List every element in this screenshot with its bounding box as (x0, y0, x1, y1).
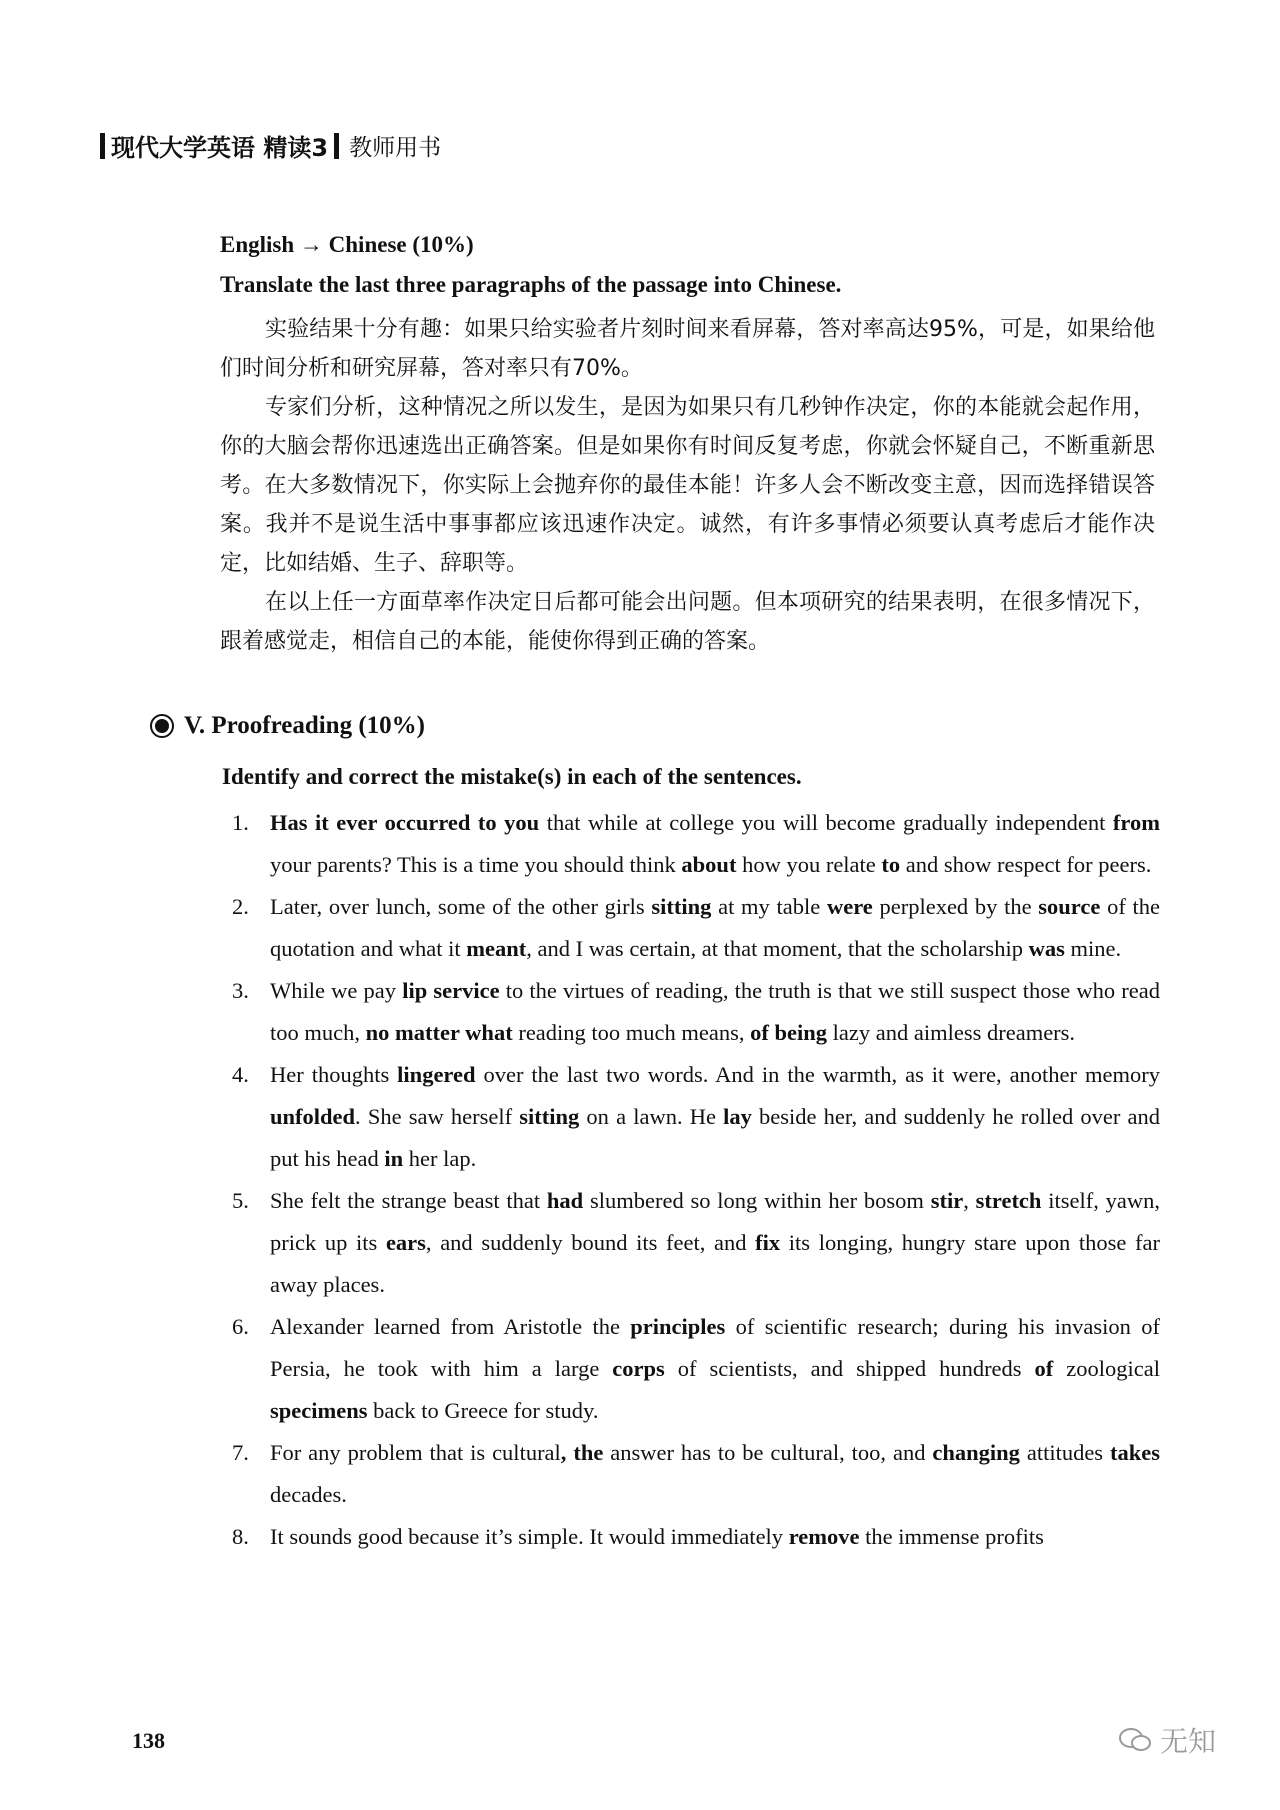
highlighted-phrase: unfolded (270, 1104, 356, 1129)
sentence-text: slumbered so long within her bosom (583, 1188, 931, 1213)
highlighted-phrase: corps (612, 1356, 665, 1381)
sentence-text: mine. (1064, 936, 1122, 961)
highlighted-phrase: remove (788, 1524, 860, 1549)
highlighted-phrase: source (1038, 894, 1101, 919)
item-number: 7. (232, 1440, 249, 1465)
highlighted-phrase: lip service (402, 978, 500, 1003)
header-subtitle: 教师用书 (349, 135, 442, 161)
highlighted-phrase: to (881, 852, 901, 877)
item-number: 8. (232, 1524, 249, 1549)
highlighted-phrase: , the (560, 1440, 604, 1465)
highlighted-phrase: had (546, 1188, 584, 1213)
highlighted-phrase: stir (930, 1188, 964, 1213)
sentence-text: the immense profits (859, 1524, 1044, 1549)
header-bar-left (100, 133, 105, 159)
page-number: 138 (132, 1728, 165, 1753)
sentence-text: decades. (270, 1482, 347, 1507)
translation-instruction: Translate the last three paragraphs of the passage into Chinese. (220, 272, 842, 297)
section-title-text: V. Proofreading (10%) (184, 712, 425, 739)
sentence-text: reading too much means, (512, 1020, 751, 1045)
highlighted-phrase: were (826, 894, 873, 919)
watermark-text: 无知 (1160, 1725, 1217, 1758)
chat-bubble-icon (1118, 1726, 1152, 1754)
highlighted-phrase: no matter what (365, 1020, 513, 1045)
sentence-text: lazy and aimless dreamers. (827, 1020, 1076, 1045)
list-item (232, 1180, 1160, 1306)
watermark (1118, 1720, 1216, 1760)
sentence-text: of the quotation and what it (270, 894, 1161, 961)
item-number: 1. (232, 810, 249, 835)
sentence-text: on a lawn. He (579, 1104, 724, 1129)
sentence-text: , and I was certain, at that moment, that the scholarship (526, 936, 1029, 961)
item-number: 6. (232, 1314, 249, 1339)
sentence-text: Alexander learned from Aristotle the (270, 1314, 631, 1339)
sentence-text: zoological (1053, 1356, 1160, 1381)
highlighted-phrase: ears (385, 1230, 426, 1255)
sentence-text: , and suddenly bound its feet, and (425, 1230, 756, 1255)
highlighted-phrase: stretch (975, 1188, 1042, 1213)
item-number: 2. (232, 894, 249, 919)
item-number: 5. (232, 1188, 249, 1213)
highlighted-phrase: changing (932, 1440, 1020, 1465)
sentence-text: , (963, 1188, 976, 1213)
highlighted-phrase: sitting (519, 1104, 580, 1129)
sentence-text: attitudes (1019, 1440, 1110, 1465)
sentence-text: For any problem that is cultural (270, 1440, 561, 1465)
translation-paragraph-3: 在以上任一方面草率作决定日后都可能会出问题。但本项研究的结果表明，在很多情况下，跟着感觉走，相信自己的本能，能使你得到正确的答案。 (220, 590, 1155, 654)
proofreading-list (232, 802, 1160, 1558)
sentence-text: beside her, and suddenly he rolled over and put his head (270, 1104, 1160, 1171)
sentence-text: at my table (711, 894, 827, 919)
translation-paragraph-1: 实验结果十分有趣：如果只给实验者片刻时间来看屏幕，答对率高达95%，可是，如果给他们时间分析和研究屏幕，答对率只有70%。 (220, 317, 1155, 381)
sentence-text: to the virtues of reading, the truth is that we still suspect those who read too much, (270, 978, 1160, 1045)
list-item (232, 1054, 1160, 1180)
sentence-text: and show respect for peers. (900, 852, 1152, 877)
highlighted-phrase: takes (1109, 1440, 1160, 1465)
running-header (100, 128, 441, 163)
sentence-text: of scientific research; during his invasion of Persia, he took with him a large (270, 1314, 1160, 1381)
highlighted-phrase: from (1112, 810, 1160, 835)
proofreading-instruction: Identify and correct the mistake(s) in each of the sentences. (222, 764, 802, 789)
sentence-text: answer has to be cultural, too, and (603, 1440, 933, 1465)
sentence-text: your parents? This is a time you should think (270, 852, 682, 877)
sentence-text: of scientists, and shipped hundreds (664, 1356, 1035, 1381)
list-item (232, 1432, 1160, 1516)
sentence-text: how you relate (736, 852, 882, 877)
item-number: 4. (232, 1062, 249, 1087)
highlighted-phrase: of (1034, 1356, 1054, 1381)
sentence-text: her lap. (403, 1146, 477, 1171)
header-bar-right (334, 133, 339, 159)
sentence-text: that while at college you will become gradually independent (539, 810, 1113, 835)
highlighted-phrase: sitting (651, 894, 712, 919)
translation-paragraph-2: 专家们分析，这种情况之所以发生，是因为如果只有几秒钟作决定，你的本能就会起作用，你的大脑会帮你迅速选出正确答案。但是如果你有时间反复考虑，你就会怀疑自己，不断重新思考。在大多数情况下，你实际上会抛弃你的最佳本能！许多人会不断改变主意，因而选择错误答案。我并不是说生活中事事都应该迅速作决定。诚然，有许多事情必须要认真考虑后才能作决定，比如结婚、生子、辞职等。 (220, 395, 1155, 576)
sentence-text: . She saw herself (355, 1104, 520, 1129)
highlighted-phrase: of being (750, 1020, 828, 1045)
section-title (150, 712, 425, 740)
sentence-text: While we pay (270, 978, 403, 1003)
sentence-text: It sounds good because it’s simple. It would immediately (270, 1524, 789, 1549)
sentence-text: perplexed by the (872, 894, 1039, 919)
sentence-text: over the last two words. And in the warmth, as it were, another memory (475, 1062, 1160, 1087)
list-item (232, 1306, 1160, 1432)
sentence-text: itself, yawn, prick up its (270, 1188, 1160, 1255)
header-title: 现代大学英语 精读3 (111, 134, 329, 162)
highlighted-phrase: fix (755, 1230, 781, 1255)
target-bullet-icon (150, 714, 174, 738)
list-item (232, 802, 1160, 886)
sentence-text: Her thoughts (270, 1062, 398, 1087)
sentence-text: back to Greece for study. (367, 1398, 599, 1423)
highlighted-phrase: lingered (397, 1062, 476, 1087)
list-item (232, 886, 1160, 970)
highlighted-phrase: meant (466, 936, 527, 961)
list-item (232, 1516, 1160, 1558)
item-number: 3. (232, 978, 249, 1003)
highlighted-phrase: in (384, 1146, 404, 1171)
highlighted-phrase: principles (630, 1314, 726, 1339)
highlighted-phrase: Has it ever occurred to you (270, 810, 540, 835)
sentence-text: its longing, hungry stare upon those far away places. (270, 1230, 1160, 1297)
translation-heading: English → Chinese (10%) (220, 232, 474, 257)
sentence-text: Later, over lunch, some of the other girls (270, 894, 652, 919)
sentence-text: She felt the strange beast that (270, 1188, 547, 1213)
highlighted-phrase: lay (723, 1104, 752, 1129)
list-item (232, 970, 1160, 1054)
highlighted-phrase: was (1028, 936, 1065, 961)
highlighted-phrase: specimens (270, 1398, 368, 1423)
highlighted-phrase: about (681, 852, 737, 877)
